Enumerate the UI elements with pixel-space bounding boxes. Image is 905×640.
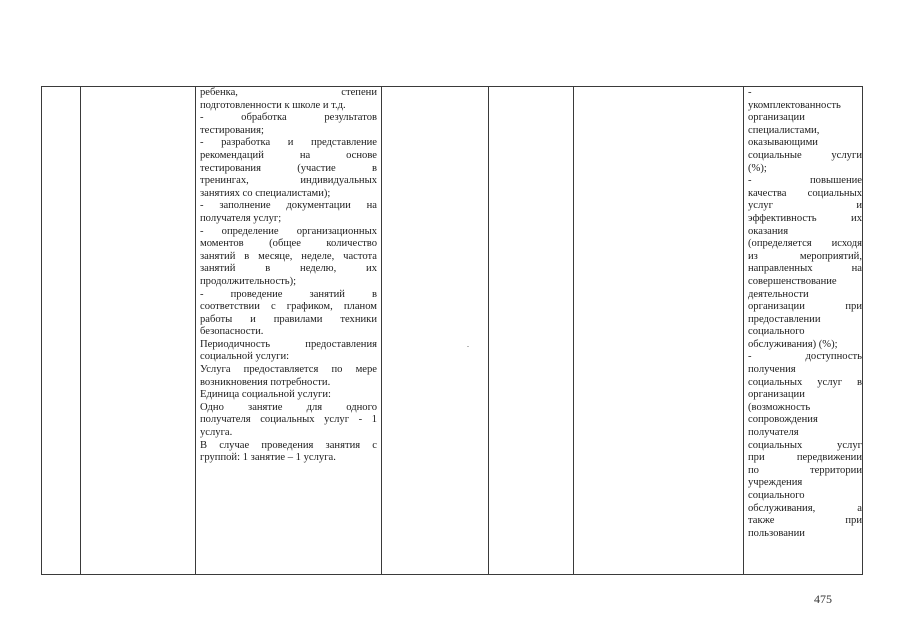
- service-description-line: тестирования (участие в: [200, 162, 377, 174]
- quality-indicator-line: совершенствование: [748, 275, 837, 287]
- quality-indicator-line: организации: [748, 112, 805, 124]
- service-description-line: - определение организационных: [200, 225, 377, 237]
- page-number: 475: [814, 592, 832, 606]
- service-description-line: социальной услуги:: [200, 351, 290, 363]
- column-divider-5: [573, 87, 574, 574]
- service-description-line: работы и правилами техники: [200, 313, 377, 325]
- quality-indicator-line: обслуживания, а: [748, 502, 862, 514]
- quality-indicator-line: организации: [748, 389, 805, 401]
- quality-indicator-line: специалистами,: [748, 124, 820, 136]
- quality-indicator-line: (возможность: [748, 401, 811, 413]
- quality-indicator-line: укомплектованность: [748, 99, 841, 111]
- service-description-line: тестирования;: [200, 124, 264, 136]
- service-description-line: Одно занятие для одного: [200, 401, 377, 413]
- quality-indicator-line: учреждения: [748, 477, 803, 489]
- quality-indicator-line: -: [748, 87, 752, 98]
- quality-indicator-line: социального: [748, 490, 805, 501]
- service-description-line: занятий в неделю, их: [200, 263, 377, 275]
- quality-indicator-line: - повышение: [748, 175, 862, 187]
- quality-indicator-line: социальных услуг: [748, 439, 862, 451]
- service-description-line: продолжительность);: [200, 275, 297, 287]
- service-description-line: - заполнение документации на: [200, 200, 377, 212]
- quality-indicator-line: - доступность: [748, 351, 862, 363]
- services-table: [41, 86, 863, 575]
- service-description-line: моментов (общее количество: [200, 238, 377, 250]
- service-description-line: рекомендаций на основе: [200, 149, 377, 161]
- service-description-line: подготовленности к школе и т.д.: [200, 99, 346, 111]
- quality-indicator-line: организации при: [748, 301, 862, 313]
- quality-indicator-line: качества социальных: [748, 187, 862, 199]
- service-description-line: ребенка, степени: [200, 87, 377, 98]
- service-description-line: занятий в месяце, неделе, частота: [200, 250, 377, 262]
- column-divider-3: [381, 87, 382, 574]
- service-description-line: Единица социальной услуги:: [200, 389, 331, 401]
- column-divider-4: [488, 87, 489, 574]
- service-description-line: Периодичность предоставления: [200, 338, 377, 350]
- service-description-line: получателя социальных услуг - 1: [200, 414, 377, 426]
- quality-indicator-line: оказания: [748, 225, 789, 237]
- quality-indicator-line: предоставлении: [748, 313, 821, 325]
- service-description-line: услуга.: [200, 427, 233, 439]
- quality-indicator-line: (определяется исходя: [748, 238, 862, 250]
- service-description-line: возникновения потребности.: [200, 376, 331, 388]
- service-description-line: В случае проведения занятия с: [200, 439, 377, 451]
- quality-indicator-line: также при: [748, 515, 862, 527]
- service-description-line: - проведение занятий в: [200, 288, 377, 300]
- quality-indicator-line: при передвижении: [748, 452, 862, 464]
- quality-indicator-line: направленных на: [748, 263, 862, 275]
- scan-speck: [467, 346, 469, 347]
- quality-indicator-line: деятельности: [748, 288, 809, 300]
- quality-indicator-line: сопровождения: [748, 414, 818, 426]
- quality-indicator-line: получения: [748, 364, 796, 376]
- quality-indicator-line: пользовании: [748, 527, 805, 539]
- quality-indicator-line: получателя: [748, 427, 799, 439]
- quality-indicator-line: оказывающими: [748, 137, 818, 149]
- quality-indicator-line: обслуживания) (%);: [748, 338, 838, 350]
- service-description-line: - разработка и представление: [200, 137, 377, 149]
- service-description-line: группой: 1 занятие – 1 услуга.: [200, 452, 336, 464]
- quality-indicators-cell: [744, 87, 864, 574]
- column-divider-1: [80, 87, 81, 574]
- service-description-line: - обработка результатов: [200, 112, 377, 124]
- service-description-line: получателя услуг;: [200, 212, 282, 224]
- quality-indicator-line: услуг и: [748, 200, 862, 212]
- quality-indicator-line: социальные услуги: [748, 149, 862, 161]
- quality-indicator-line: по территории: [748, 464, 862, 476]
- service-description-cell: [196, 87, 381, 574]
- service-description-line: соответствии с графиком, планом: [200, 301, 377, 313]
- quality-indicator-line: (%);: [748, 162, 767, 174]
- service-description-line: занятиях со специалистами);: [200, 187, 331, 199]
- quality-indicator-line: социальных услуг в: [748, 376, 862, 388]
- quality-indicator-line: эффективность их: [748, 212, 862, 224]
- quality-indicator-line: социального: [748, 326, 805, 338]
- service-description-line: тренингах, индивидуальных: [200, 175, 377, 187]
- service-description-line: безопасности.: [200, 326, 264, 338]
- quality-indicator-line: из мероприятий,: [748, 250, 862, 262]
- service-description-line: Услуга предоставляется по мере: [200, 364, 377, 376]
